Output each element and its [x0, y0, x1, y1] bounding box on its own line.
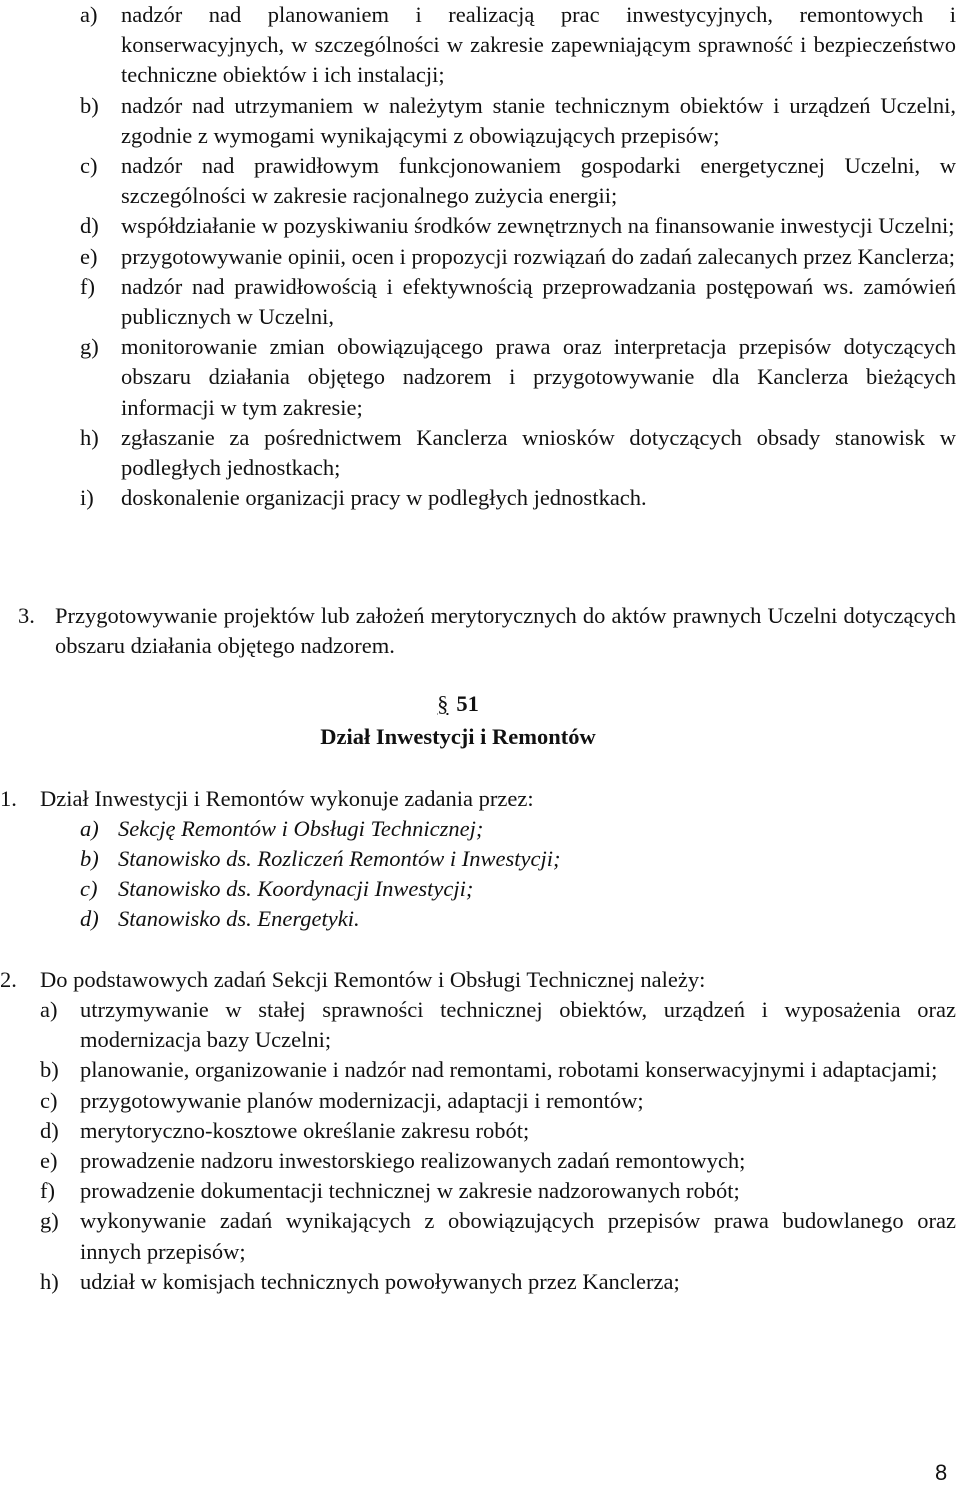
list-item-label: b): [80, 92, 99, 118]
point-text: Do podstawowych zadań Sekcji Remontów i Obsługi Technicznej należy:: [40, 967, 706, 992]
list-item-label: h): [40, 1268, 59, 1294]
list-item-label: d): [80, 213, 99, 239]
list-item-text: Sekcję Remontów i Obsługi Technicznej;: [118, 816, 484, 841]
list-item-text: monitorowanie zmian obowiązującego prawa oraz interpretacja przepisów dotyczących obszaru działania objętego nadzorem i przygotowywanie dla Kanclerza bieżących informacji w tym zakresie;: [121, 334, 956, 420]
list-item-label: h): [80, 424, 99, 450]
list-item-text: nadzór nad planowaniem i realizacją prac inwestycyjnych, remontowych i konserwacyjnych, w szczególności w zakresie zapewniającym sprawność i bezpieczeństwo techniczne obiektów i ich instalacji;: [121, 2, 956, 88]
list-item-text: doskonalenie organizacji pracy w podległych jednostkach.: [121, 485, 647, 511]
list-item: [80, 332, 956, 423]
point-2: [0, 965, 956, 1294]
list-item: [80, 211, 956, 241]
list-item-label: c): [80, 153, 98, 179]
point-text: Przygotowywanie projektów lub założeń merytorycznych do aktów prawnych Uczelni dotyczących obszaru działania objętego nadzorem.: [55, 603, 956, 659]
point-1: [0, 784, 956, 931]
list-item-text: przygotowywanie planów modernizacji, adaptacji i remontów;: [80, 1087, 644, 1113]
numbered-point: [0, 784, 956, 814]
list-item: [80, 423, 956, 483]
list-item-text: zgłaszanie za pośrednictwem Kanclerza wniosków dotyczących obsady stanowisk w podległych jednostkach;: [121, 424, 956, 481]
list-item-label: f): [80, 273, 95, 299]
list-item-label: c): [80, 876, 98, 901]
list-item-label: c): [40, 1087, 58, 1113]
list-item-text: nadzór nad prawidłowością i efektywnością przeprowadzania postępowań ws. zamówień publicznych w Uczelni,: [121, 273, 956, 330]
list-item: [80, 272, 956, 332]
list-item-label: a): [40, 997, 58, 1022]
list-item: [40, 1055, 956, 1085]
list-item-label: b): [80, 846, 99, 871]
list-item: [80, 91, 956, 151]
list-item-label: a): [80, 816, 99, 841]
list-item-label: i): [80, 485, 94, 511]
point-2-list: [40, 995, 956, 1297]
list-item-text: Stanowisko ds. Koordynacji Inwestycji;: [118, 876, 474, 901]
list-item-label: b): [40, 1057, 59, 1083]
list-item: [40, 1116, 956, 1146]
list-item: [40, 1176, 956, 1206]
list-item-text: merytoryczno-kosztowe określanie zakresu robót;: [80, 1117, 530, 1143]
list-item: [80, 151, 956, 211]
point-label: 1.: [0, 786, 17, 811]
page-number: 8: [935, 1460, 948, 1485]
list-item-text: udział w komisjach technicznych powoływanych przez Kanclerza;: [80, 1268, 680, 1294]
list-item-label: d): [80, 906, 99, 931]
list-item: [40, 1206, 956, 1266]
paragraph-number-value: 51: [456, 691, 479, 716]
point-text: Dział Inwestycji i Remontów wykonuje zadania przez:: [40, 786, 534, 811]
list-item-text: Stanowisko ds. Energetyki.: [118, 906, 360, 931]
list-item-label: g): [40, 1208, 59, 1234]
list-item-text: prowadzenie dokumentacji technicznej w zakresie nadzorowanych robót;: [80, 1178, 740, 1204]
list-item-text: utrzymywanie w stałej sprawności technicznej obiektów, urządzeń i wyposażenia oraz modernizacja bazy Uczelni;: [80, 997, 956, 1053]
list-item: [40, 995, 956, 1055]
list-item: [80, 483, 956, 513]
list-item: [40, 1146, 956, 1176]
list-item-label: e): [80, 243, 98, 269]
list-item-text: Stanowisko ds. Rozliczeń Remontów i Inwestycji;: [118, 846, 561, 871]
numbered-point: [18, 601, 956, 661]
paragraph-number: [0, 689, 916, 719]
list-item-label: g): [80, 334, 99, 360]
section-3: [18, 601, 956, 661]
list-item: [40, 1086, 956, 1116]
list-item-label: d): [40, 1117, 59, 1143]
section-title: Dział Inwestycji i Remontów: [320, 724, 596, 749]
list-item-text: przygotowywanie opinii, ocen i propozycji rozwiązań do zadań zalecanych przez Kanclerza;: [121, 243, 955, 269]
point-label: 3.: [18, 603, 35, 628]
list-item-label: e): [40, 1148, 58, 1174]
list-item-text: nadzór nad utrzymaniem w należytym stanie technicznym obiektów i urządzeń Uczelni, zgodnie z wymogami wynikającymi z obowiązujących przepisów;: [121, 92, 956, 148]
list-item: [40, 1267, 956, 1297]
list-item-text: planowanie, organizowanie i nadzór nad remontami, robotami konserwacyjnymi i adaptacjami;: [80, 1057, 938, 1083]
section-sign: §: [437, 691, 449, 716]
list-item-text: nadzór nad prawidłowym funkcjonowaniem gospodarki energetycznej Uczelni, w szczególności w zakresie racjonalnego zużycia energii;: [121, 153, 956, 209]
list-item-text: wykonywanie zadań wynikających z obowiązujących przepisów prawa budowlanego oraz innych przepisów;: [80, 1208, 956, 1264]
point-label: 2.: [0, 967, 17, 992]
list-item-label: f): [40, 1178, 55, 1204]
list-item-label: a): [80, 2, 98, 27]
top-list: [80, 0, 956, 513]
list-item: [80, 242, 956, 272]
list-item-text: współdziałanie w pozyskiwaniu środków zewnętrznych na finansowanie inwestycji Uczelni;: [121, 213, 955, 239]
list-item: [80, 0, 956, 91]
list-item-text: prowadzenie nadzoru inwestorskiego realizowanych zadań remontowych;: [80, 1148, 746, 1174]
numbered-point: [0, 965, 956, 995]
